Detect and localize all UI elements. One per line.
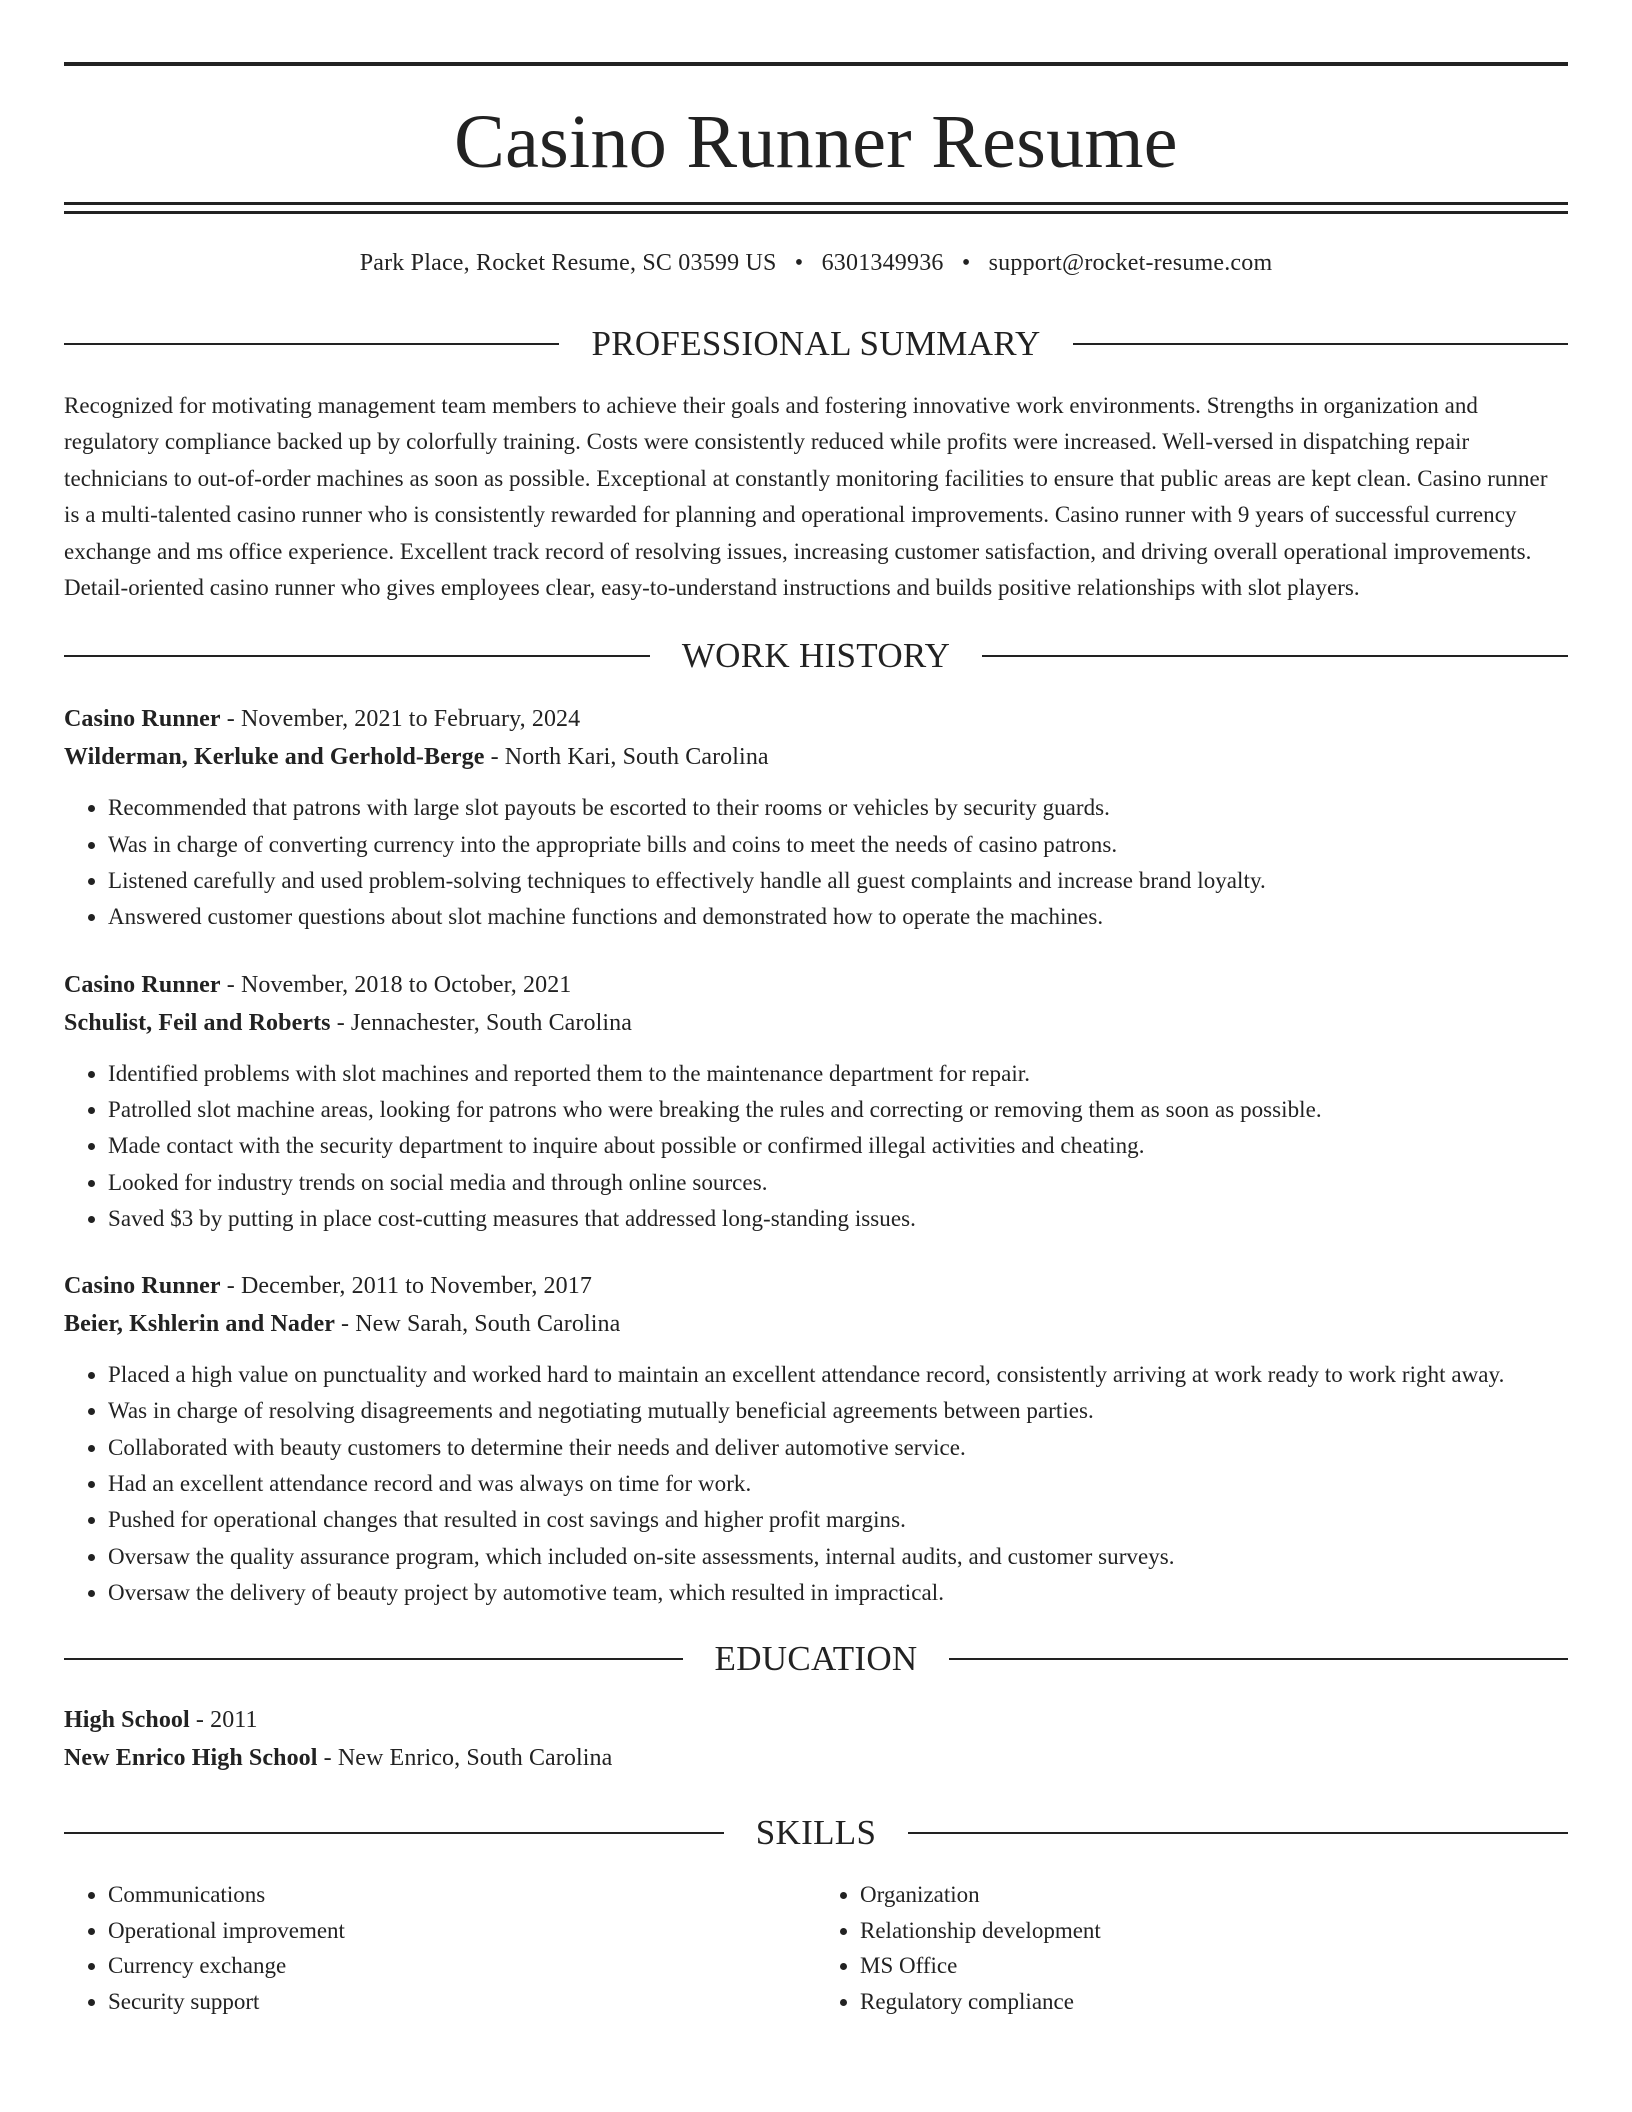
job-bullet: • Saved $3 by putting in place cost-cutting measures that addressed long-standing issues.	[108, 1201, 1568, 1237]
top-rule	[64, 62, 1568, 66]
skills-right-column	[816, 1877, 1568, 2019]
job-company: Beier, Kshlerin and Nader	[64, 1311, 335, 1338]
contact-separator: •	[961, 250, 971, 276]
job-bullet: • Was in charge of converting currency into the appropriate bills and coins to meet the needs of casino patrons.	[108, 827, 1568, 863]
job-bullet: • Pushed for operational changes that resulted in cost savings and higher profit margins.	[108, 1502, 1568, 1538]
heading-rule-left	[64, 1658, 683, 1660]
job-bullet: • Patrolled slot machine areas, looking for patrons who were breaking the rules and correcting or removing them as soon as possible.	[108, 1092, 1568, 1128]
job-company-line	[64, 1004, 1568, 1042]
education-section-heading	[64, 1639, 1568, 1679]
job-title: Casino Runner	[64, 1273, 221, 1300]
job-company-line	[64, 1305, 1568, 1343]
job-company-line	[64, 738, 1568, 776]
heading-rule-right	[908, 1832, 1568, 1834]
job-bullet: • Looked for industry trends on social media and through online sources.	[108, 1165, 1568, 1201]
education-degree: High School	[64, 1707, 190, 1734]
skill-item: • MS Office	[860, 1948, 1568, 1984]
job-company: Wilderman, Kerluke and Gerhold-Berge	[64, 744, 485, 771]
job-bullet: • Oversaw the quality assurance program, which included on-site assessments, internal audits, and customer surveys.	[108, 1539, 1568, 1575]
work-heading: WORK HISTORY	[681, 636, 951, 676]
contact-line	[64, 248, 1568, 278]
job-bullet: • Had an excellent attendance record and was always on time for work.	[108, 1466, 1568, 1502]
summary-text: Recognized for motivating management team members to achieve their goals and fostering innovative work environments. Strengths in organization and regulatory compliance backed up by colorfully training. Costs were consistently reduced while profits were increased. Well-versed in dispatching repair technicians to out-of-order machines as soon as possible. Exceptional at constantly monitoring facilities to ensure that public areas are kept clean. Casino runner is a multi-talented casino runner who is consistently rewarded for planning and operational improvements. Casino runner with 9 years of successful currency exchange and ms office experience. Excellent track record of resolving issues, increasing customer satisfaction, and driving overall operational improvements. Detail-oriented casino runner who gives employees clear, easy-to-understand instructions and builds positive relationships with slot players.	[64, 393, 1548, 601]
skill-item: • Regulatory compliance	[860, 1984, 1568, 2020]
skill-item: • Organization	[860, 1877, 1568, 1913]
job-title: Casino Runner	[64, 706, 221, 733]
job-bullets	[64, 1056, 1568, 1237]
summary-section-heading	[64, 324, 1568, 364]
education-heading: EDUCATION	[714, 1639, 918, 1679]
skills-left-column	[64, 1877, 816, 2019]
education-school: New Enrico High School	[64, 1745, 318, 1772]
skills-section-heading	[64, 1813, 1568, 1853]
skill-item: • Relationship development	[860, 1913, 1568, 1949]
heading-rule-right	[1073, 343, 1568, 345]
heading-rule-left	[64, 655, 650, 657]
job-title-line	[64, 700, 1568, 738]
job-location: - North Kari, South Carolina	[484, 744, 769, 771]
heading-rule-right	[949, 1658, 1568, 1660]
job-bullets	[64, 790, 1568, 935]
heading-rule-right	[982, 655, 1568, 657]
job-dates: - November, 2021 to February, 2024	[220, 706, 581, 733]
skill-item: • Currency exchange	[108, 1948, 816, 1984]
education-location: - New Enrico, South Carolina	[317, 1745, 613, 1772]
education-year: - 2011	[189, 1707, 258, 1734]
heading-rule-left	[64, 343, 559, 345]
job-bullet: • Was in charge of resolving disagreements and negotiating mutually beneficial agreements between parties.	[108, 1393, 1568, 1429]
skill-item: • Security support	[108, 1984, 816, 2020]
skills-columns	[64, 1877, 1568, 2019]
contact-address: Park Place, Rocket Resume, SC 03599 US	[359, 250, 777, 276]
job-dates: - November, 2018 to October, 2021	[220, 971, 572, 998]
job-bullet: • Made contact with the security department to inquire about possible or confirmed illegal activities and cheating.	[108, 1128, 1568, 1164]
summary-heading: PROFESSIONAL SUMMARY	[591, 324, 1041, 363]
work-section-heading	[64, 636, 1568, 676]
job-title-line	[64, 966, 1568, 1004]
education-degree-line	[64, 1701, 1568, 1739]
job-location: - Jennachester, South Carolina	[330, 1009, 633, 1036]
education-school-line	[64, 1739, 1568, 1777]
job-bullet: • Listened carefully and used problem-solving techniques to effectively handle all guest complaints and increase brand loyalty.	[108, 863, 1568, 899]
skill-item: • Operational improvement	[108, 1913, 816, 1949]
job-bullet: • Recommended that patrons with large slot payouts be escorted to their rooms or vehicles by security guards.	[108, 790, 1568, 826]
job-title-line	[64, 1267, 1568, 1305]
heading-rule-left	[64, 1832, 724, 1834]
education-entry	[64, 1701, 1568, 1777]
contact-separator: •	[794, 250, 804, 276]
job-location: - New Sarah, South Carolina	[334, 1311, 621, 1338]
job-company: Schulist, Feil and Roberts	[64, 1009, 331, 1036]
contact-email: support@rocket-resume.com	[988, 250, 1273, 276]
job-bullet: • Identified problems with slot machines and reported them to the maintenance department for repair.	[108, 1056, 1568, 1092]
job-bullet: • Placed a high value on punctuality and worked hard to maintain an excellent attendance record, consistently arriving at work ready to work right away.	[108, 1357, 1568, 1393]
job-bullet: • Oversaw the delivery of beauty project by automotive team, which resulted in impractical.	[108, 1575, 1568, 1611]
job-entry	[64, 1267, 1568, 1611]
title-double-rule	[64, 202, 1568, 214]
job-dates: - December, 2011 to November, 2017	[220, 1273, 592, 1300]
job-bullets	[64, 1357, 1568, 1611]
contact-phone: 6301349936	[821, 250, 944, 276]
skill-item: • Communications	[108, 1877, 816, 1913]
job-bullet: • Collaborated with beauty customers to determine their needs and deliver automotive service.	[108, 1430, 1568, 1466]
job-bullet: • Answered customer questions about slot machine functions and demonstrated how to operate the machines.	[108, 899, 1568, 935]
job-title: Casino Runner	[64, 971, 221, 998]
resume-title: Casino Runner Resume	[454, 100, 1178, 184]
job-entry	[64, 966, 1568, 1237]
job-entry	[64, 700, 1568, 935]
skills-heading: SKILLS	[755, 1813, 877, 1853]
